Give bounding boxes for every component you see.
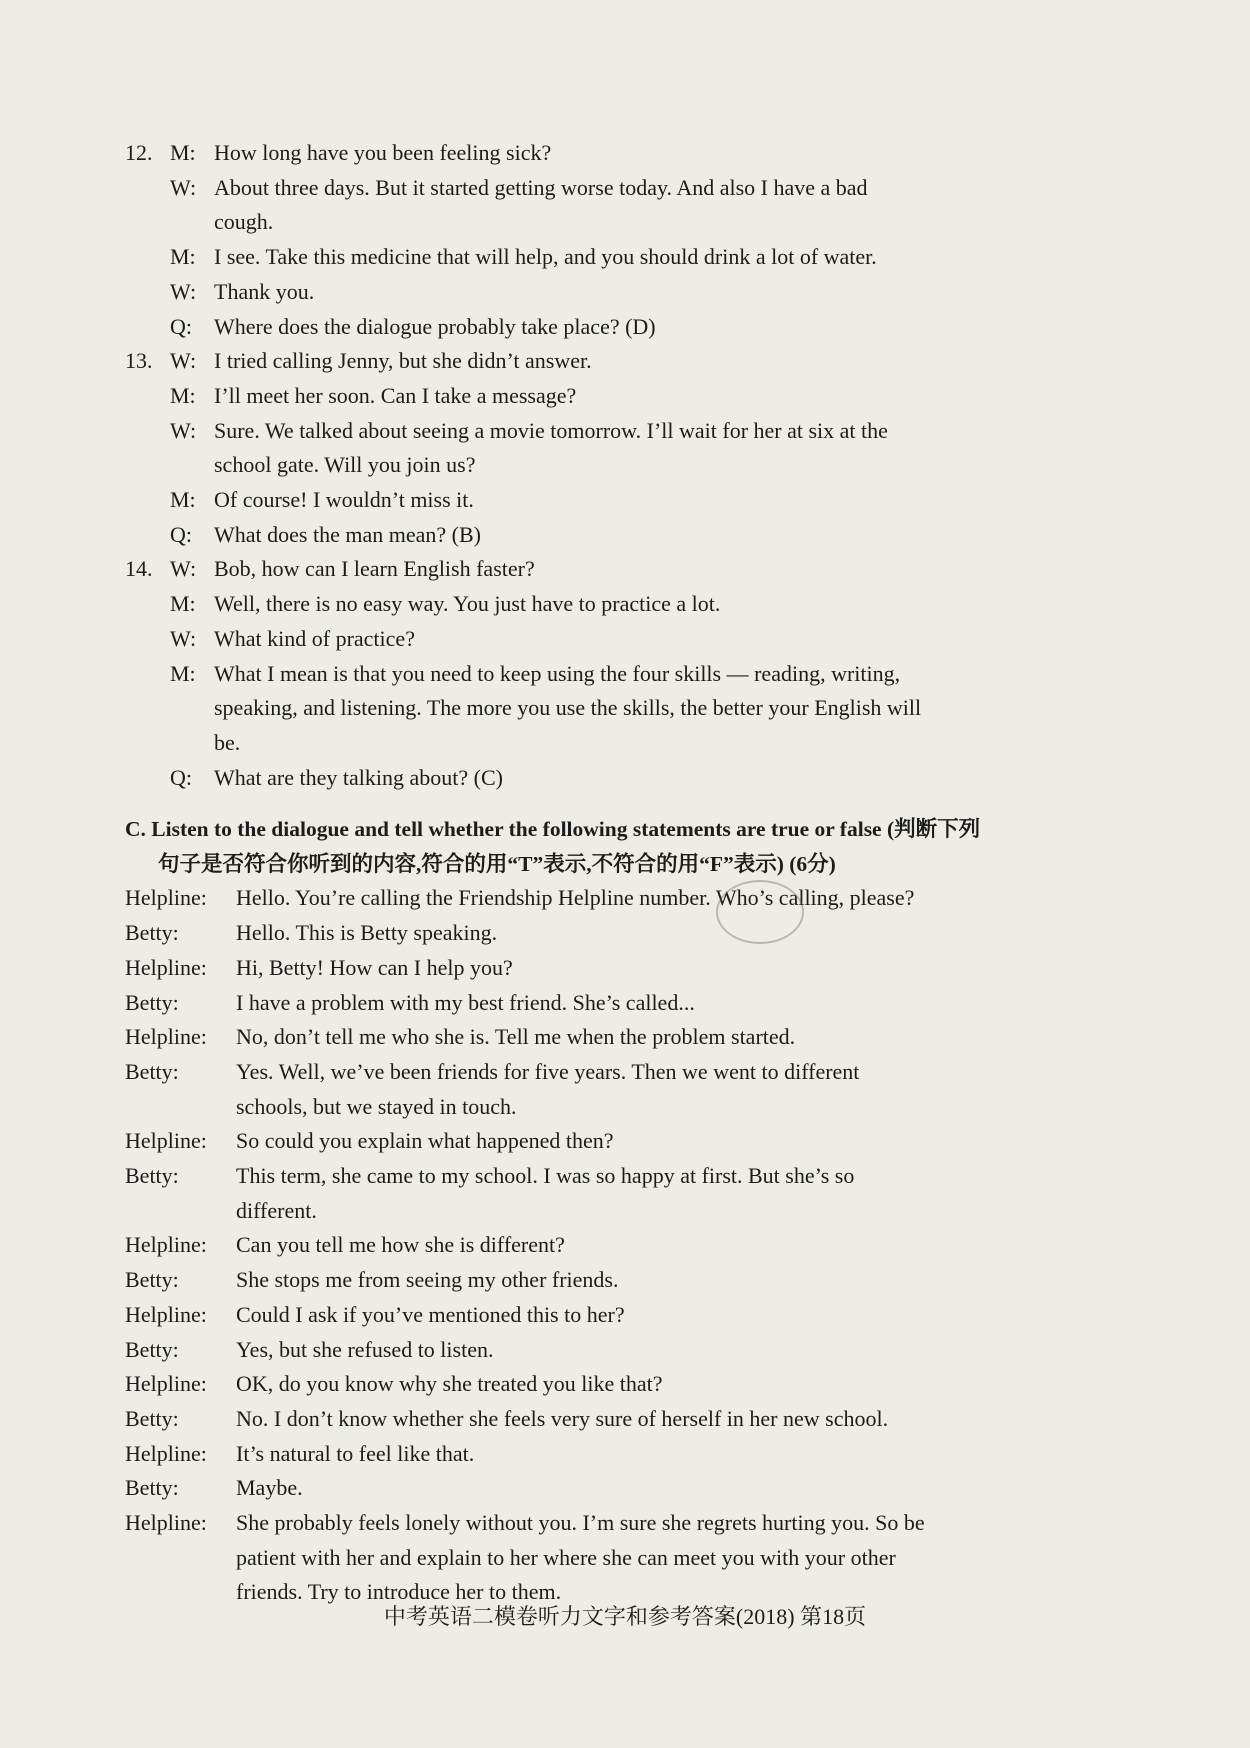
dialogue-line bbox=[125, 1124, 1101, 1159]
question-number: 14. bbox=[125, 556, 153, 582]
speaker-label: Helpline: bbox=[125, 1301, 207, 1327]
dialogue-text: Bob, how can I learn English faster? bbox=[214, 556, 535, 582]
dialogue-line bbox=[125, 657, 1101, 692]
dialogue-text: Hello. You’re calling the Friendship Helpline number. Who’s calling, please? bbox=[236, 885, 915, 911]
part-c-heading bbox=[125, 812, 1101, 881]
dialogue-text: So could you explain what happened then? bbox=[236, 1128, 614, 1154]
speaker-label: Betty: bbox=[125, 989, 179, 1015]
speaker-label: W: bbox=[170, 625, 197, 651]
dialogue-line bbox=[125, 622, 1101, 657]
indent bbox=[125, 310, 170, 345]
indent bbox=[125, 657, 170, 692]
speaker-label: Helpline: bbox=[125, 1510, 207, 1536]
dialogue-line bbox=[125, 379, 1101, 414]
dialogue-text: What I mean is that you need to keep using the four skills — reading, writing, bbox=[214, 660, 901, 686]
dialogue-line bbox=[125, 1298, 1101, 1333]
part-b-dialogues bbox=[125, 136, 1101, 795]
dialogue-line bbox=[125, 1228, 1101, 1263]
speaker-label: M: bbox=[170, 487, 196, 513]
dialogue-line bbox=[125, 1055, 1101, 1090]
dialogue-line bbox=[125, 414, 1101, 449]
dialogue-line bbox=[125, 1471, 1101, 1506]
dialogue-line bbox=[125, 275, 1101, 310]
speaker-label: Betty: bbox=[125, 920, 179, 946]
dialogue-text: I see. Take this medicine that will help, and you should drink a lot of water. bbox=[214, 244, 877, 270]
dialogue-text: Hi, Betty! How can I help you? bbox=[236, 954, 513, 980]
dialogue-line bbox=[125, 587, 1101, 622]
dialogue-text: Where does the dialogue probably take place? (D) bbox=[214, 313, 656, 339]
question-number: 13. bbox=[125, 348, 153, 374]
dialogue-text: No, don’t tell me who she is. Tell me when the problem started. bbox=[236, 1024, 796, 1050]
dialogue-line bbox=[125, 761, 1101, 796]
dialogue-line bbox=[125, 1437, 1101, 1472]
dialogue-text: No. I don’t know whether she feels very sure of herself in her new school. bbox=[236, 1405, 889, 1431]
dialogue-line bbox=[125, 1333, 1101, 1368]
dialogue-line bbox=[125, 483, 1101, 518]
speaker-label: W: bbox=[170, 417, 197, 443]
dialogue-continuation: school gate. Will you join us? bbox=[214, 452, 476, 478]
indent bbox=[125, 761, 170, 796]
part-c-heading-line1: C. Listen to the dialogue and tell whether the following statements are true or false (判断下列 bbox=[125, 817, 981, 841]
speaker-label: Helpline: bbox=[125, 1440, 207, 1466]
dialogue-line bbox=[125, 552, 1101, 587]
dialogue-continuation: speaking, and listening. The more you use the skills, the better your English will bbox=[214, 695, 922, 721]
dialogue-text: How long have you been feeling sick? bbox=[214, 140, 552, 165]
speaker-label: W: bbox=[170, 174, 197, 200]
indent bbox=[125, 414, 170, 449]
indent bbox=[125, 275, 170, 310]
part-c-lines bbox=[125, 881, 1101, 1610]
speaker-label: M: bbox=[170, 660, 196, 686]
question-number: 12. bbox=[125, 140, 153, 165]
speaker-label: Betty: bbox=[125, 1058, 179, 1084]
speaker-label: W: bbox=[170, 348, 197, 374]
dialogue-text: Maybe. bbox=[236, 1475, 303, 1501]
speaker-label: M: bbox=[170, 382, 196, 408]
dialogue-text: I tried calling Jenny, but she didn’t answer. bbox=[214, 348, 592, 374]
speaker-label: Helpline: bbox=[125, 1232, 207, 1258]
dialogue-text: I’ll meet her soon. Can I take a message? bbox=[214, 382, 577, 408]
indent bbox=[125, 379, 170, 414]
speaker-label: M: bbox=[170, 244, 196, 270]
dialogue-text: I have a problem with my best friend. She’s called... bbox=[236, 989, 695, 1015]
speaker-label: Helpline: bbox=[125, 1128, 207, 1154]
dialogue-text: She probably feels lonely without you. I’m sure she regrets hurting you. So be bbox=[236, 1510, 925, 1536]
speaker-label: Betty: bbox=[125, 1267, 179, 1293]
dialogue-line bbox=[125, 1402, 1101, 1437]
speaker-label: Q: bbox=[170, 521, 192, 547]
dialogue-text: What kind of practice? bbox=[214, 625, 415, 651]
dialogue-text: Could I ask if you’ve mentioned this to her? bbox=[236, 1301, 625, 1327]
speaker-label: Helpline: bbox=[125, 1024, 207, 1050]
dialogue-text: Of course! I wouldn’t miss it. bbox=[214, 487, 474, 513]
dialogue-line bbox=[125, 951, 1101, 986]
dialogue-text: Yes, but she refused to listen. bbox=[236, 1336, 494, 1362]
dialogue-text: What are they talking about? (C) bbox=[214, 764, 503, 790]
dialogue-line bbox=[125, 916, 1101, 951]
speaker-label: W: bbox=[170, 278, 197, 304]
dialogue-text: OK, do you know why she treated you like that? bbox=[236, 1371, 663, 1397]
dialogue-line bbox=[125, 1263, 1101, 1298]
dialogue-text: Well, there is no easy way. You just have to practice a lot. bbox=[214, 591, 721, 617]
dialogue-text: Hello. This is Betty speaking. bbox=[236, 920, 498, 946]
dialogue-continuation: different. bbox=[236, 1197, 317, 1223]
dialogue-continuation: cough. bbox=[214, 209, 274, 235]
indent bbox=[125, 587, 170, 622]
dialogue-text: Sure. We talked about seeing a movie tomorrow. I’ll wait for her at six at the bbox=[214, 417, 888, 443]
dialogue-line bbox=[125, 1506, 1101, 1541]
speaker-label: M: bbox=[170, 591, 196, 617]
speaker-label: Helpline: bbox=[125, 885, 207, 911]
indent bbox=[125, 483, 170, 518]
dialogue-continuation: be. bbox=[214, 729, 241, 755]
dialogue-text: About three days. But it started getting worse today. And also I have a bad bbox=[214, 174, 868, 200]
dialogue-line bbox=[125, 310, 1101, 345]
dialogue-line bbox=[125, 171, 1101, 206]
dialogue-text: What does the man mean? (B) bbox=[214, 521, 481, 547]
speaker-label: M: bbox=[170, 140, 196, 165]
page-footer: 中考英语二模卷听力文字和参考答案(2018) 第18页 bbox=[383, 1604, 867, 1629]
dialogue-line bbox=[125, 1367, 1101, 1402]
dialogue-line bbox=[125, 881, 1101, 916]
dialogue-text: She stops me from seeing my other friends. bbox=[236, 1267, 619, 1293]
part-c-dialogue bbox=[125, 812, 1101, 1610]
dialogue-text: This term, she came to my school. I was so happy at first. But she’s so bbox=[236, 1163, 855, 1189]
speaker-label: Q: bbox=[170, 764, 192, 790]
dialogue-text: Yes. Well, we’ve been friends for five years. Then we went to different bbox=[236, 1058, 860, 1084]
dialogue-continuation: patient with her and explain to her where she can meet you with your other bbox=[236, 1544, 896, 1570]
speaker-label: Betty: bbox=[125, 1336, 179, 1362]
indent bbox=[125, 622, 170, 657]
dialogue-line bbox=[125, 136, 1101, 171]
dialogue-line bbox=[125, 240, 1101, 275]
dialogue-line bbox=[125, 518, 1101, 553]
part-c-heading-line2: 句子是否符合你听到的内容,符合的用“T”表示,不符合的用“F”表示) (6分) bbox=[158, 851, 836, 876]
homework-stamp bbox=[716, 880, 804, 944]
dialogue-line bbox=[125, 1020, 1101, 1055]
speaker-label: Betty: bbox=[125, 1405, 179, 1431]
indent bbox=[125, 171, 170, 206]
dialogue-continuation: schools, but we stayed in touch. bbox=[236, 1093, 517, 1119]
dialogue-text: Thank you. bbox=[214, 278, 315, 304]
speaker-label: Helpline: bbox=[125, 1371, 207, 1397]
dialogue-text: It’s natural to feel like that. bbox=[236, 1440, 475, 1466]
dialogue-text: Can you tell me how she is different? bbox=[236, 1232, 565, 1258]
indent bbox=[125, 518, 170, 553]
speaker-label: Q: bbox=[170, 313, 192, 339]
speaker-label: Betty: bbox=[125, 1163, 179, 1189]
speaker-label: Helpline: bbox=[125, 954, 207, 980]
dialogue-line bbox=[125, 344, 1101, 379]
dialogue-line bbox=[125, 986, 1101, 1021]
speaker-label: W: bbox=[170, 556, 197, 582]
speaker-label: Betty: bbox=[125, 1475, 179, 1501]
dialogue-line bbox=[125, 1159, 1101, 1194]
dialogue-continuation: friends. Try to introduce her to them. bbox=[236, 1579, 562, 1605]
indent bbox=[125, 240, 170, 275]
